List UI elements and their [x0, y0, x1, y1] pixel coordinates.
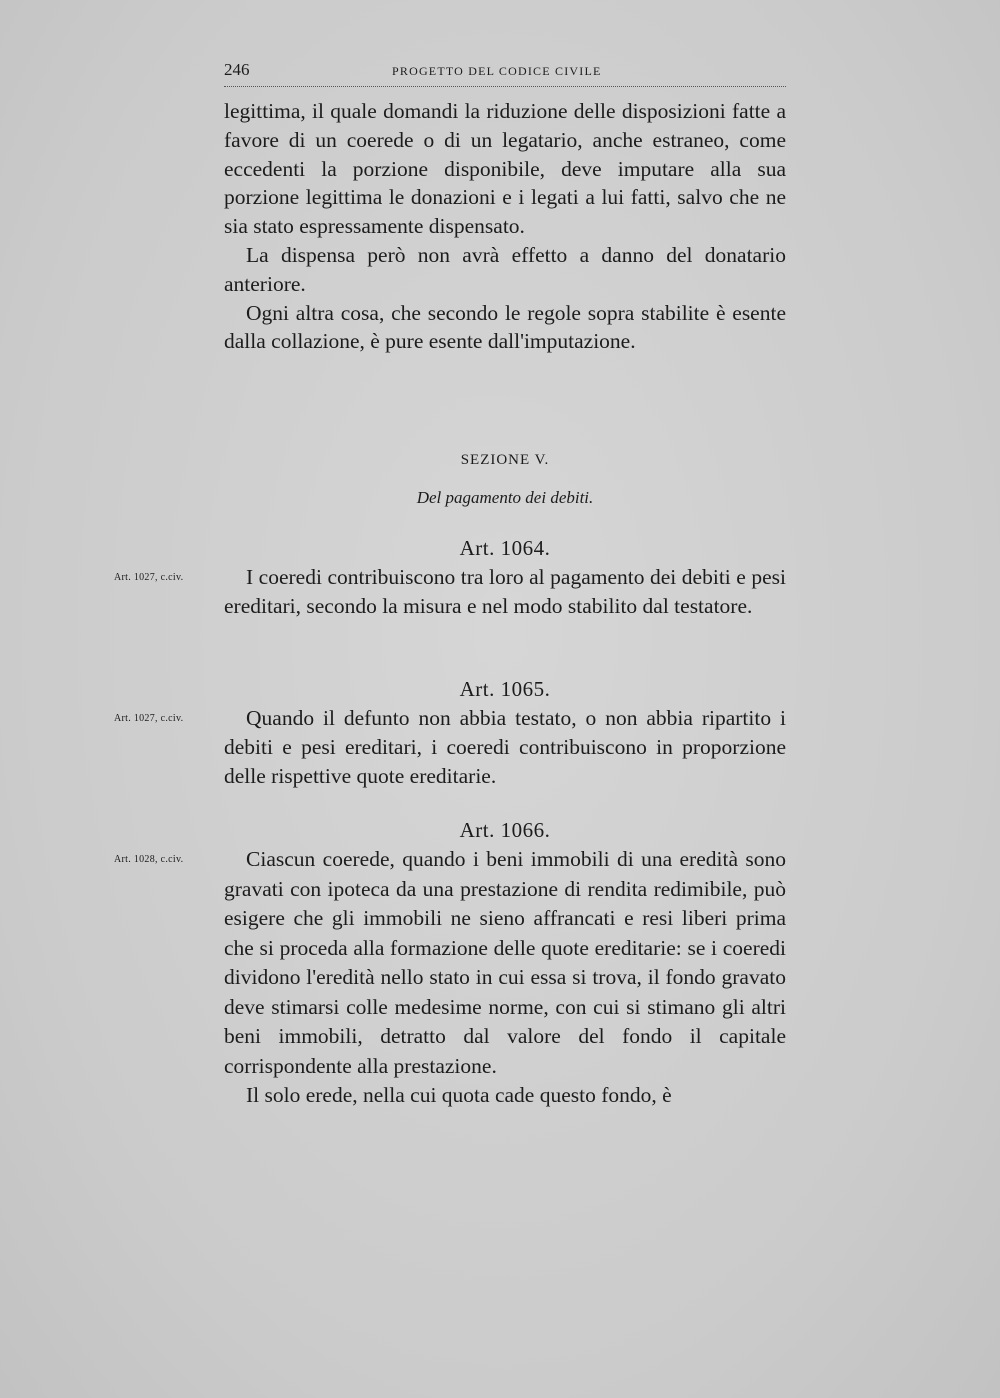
article-text — [224, 563, 786, 621]
section-title: SEZIONE V. — [460, 452, 550, 468]
intro-text — [224, 97, 786, 356]
article-heading: Art. 1066. — [459, 818, 551, 842]
article-paragraph: I coeredi contribuiscono tra loro al pagamento dei debiti e pesi ereditari, secondo la misura e nel modo stabilito dal testatore. — [224, 565, 786, 618]
margin-note: Art. 1027, c.civ. — [114, 713, 184, 724]
intro-paragraph: legittima, il quale domandi la riduzione delle disposizioni fatte a favore di un coerede o di un legatario, anche estraneo, come eccedenti la porzione disponibile, deve imputare alla sua porzione legittima le donazioni e i legati a lui fatti, salvo che ne sia stato espressamente dispensato. — [224, 99, 786, 239]
page-header — [224, 60, 786, 87]
section-subtitle: Del pagamento dei debiti. — [416, 488, 594, 507]
page-number: 246 — [224, 60, 250, 79]
article-paragraph: Quando il defunto non abbia testato, o non abbia ripartito i debiti e pesi ereditari, i coeredi contribuiscono in proporzione delle rispettive quote ereditarie. — [224, 706, 786, 788]
article-heading: Art. 1064. — [459, 536, 551, 560]
article-text — [224, 845, 786, 1111]
article-paragraph: Il solo erede, nella cui quota cade questo fondo, è — [246, 1083, 672, 1107]
article-paragraph: Ciascun coerede, quando i beni immobili di una eredità sono gravati con ipoteca da una prestazione di rendita redimibile, può esigere che gli immobili ne sieno affrancati e resi liberi prima che si proceda alla formazione delle quote ereditarie: se i coeredi dividono l'eredità nello stato in cui essa si trova, il fondo gravato deve stimarsi colle medesime norme, con cui si stimano gli altri beni immobili, detratto dal valore del fondo il capitale corrispondente alla prestazione. — [224, 847, 786, 1078]
intro-paragraph: Ogni altra cosa, che secondo le regole sopra stabilite è esente dalla collazione, è pure esente dall'imputazione. — [224, 300, 786, 354]
article-heading: Art. 1065. — [459, 677, 551, 701]
article-text — [224, 704, 786, 790]
margin-note: Art. 1028, c.civ. — [114, 854, 184, 865]
intro-paragraph: La dispensa però non avrà effetto a danno del donatario anteriore. — [224, 242, 786, 296]
running-title: PROGETTO DEL CODICE CIVILE — [392, 64, 602, 78]
margin-note: Art. 1027, c.civ. — [114, 572, 184, 583]
